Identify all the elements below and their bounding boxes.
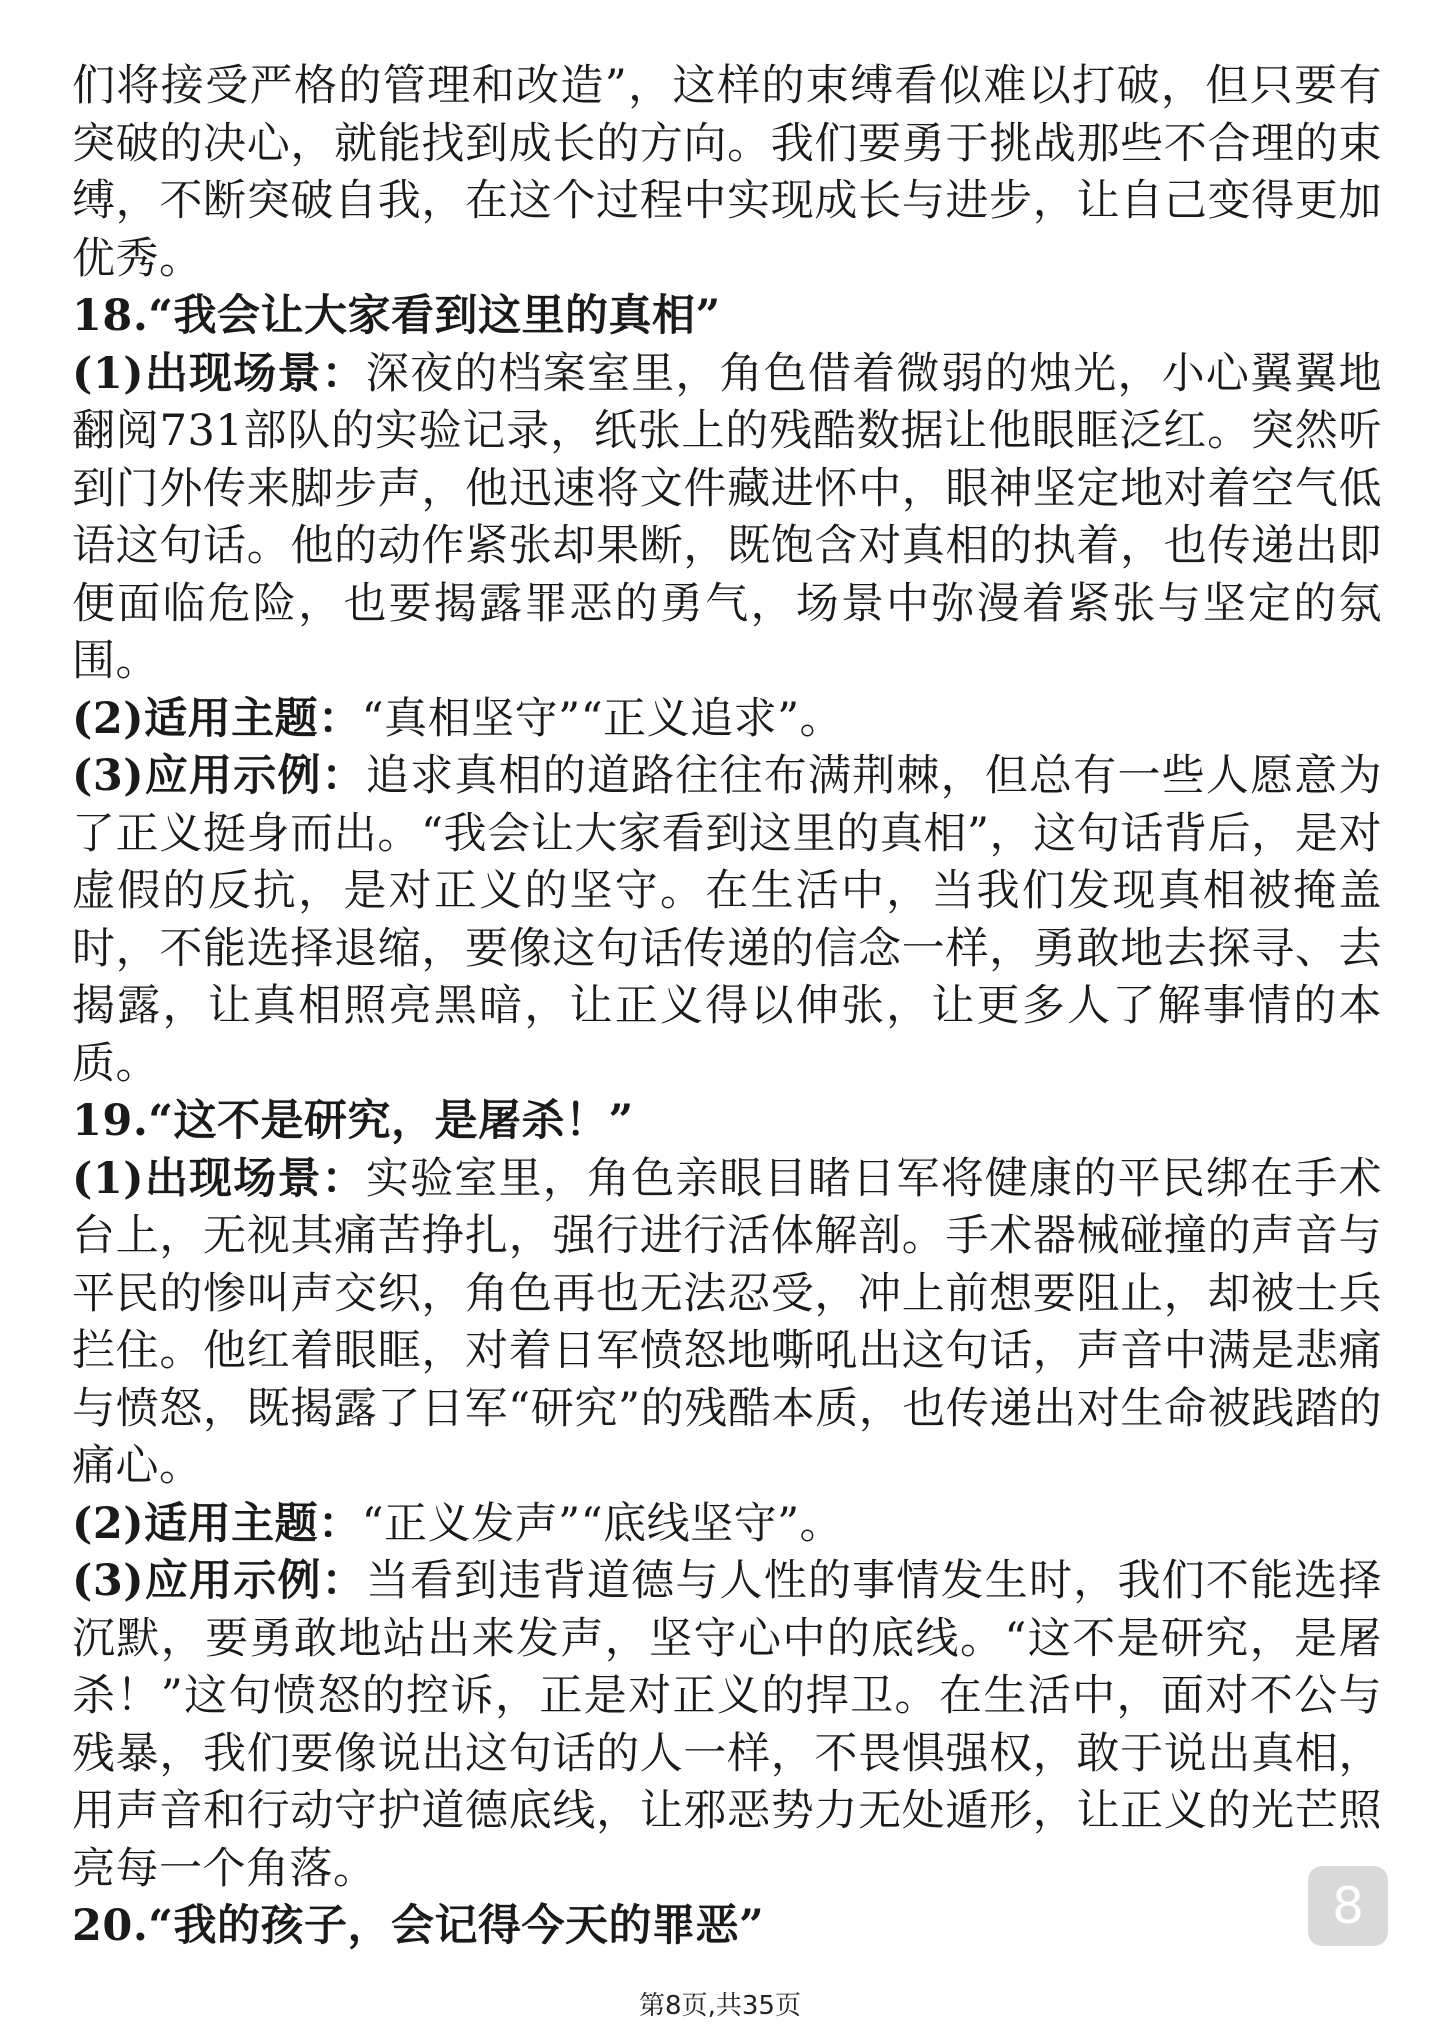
- example-text: 追求真相的道路往往布满荆棘，但总有一些人愿意为了正义挺身而出。“我会让大家看到这里的真相”，这句话背后，是对虚假的反抗，是对正义的坚守。在生活中，当我们发现真相被掩盖时，不能选择退缩，要像这句话传递的信念一样，勇敢地去探寻、去揭露，让真相照亮黑暗，让正义得以伸张，让更多人了解事情的本质。: [72, 751, 1382, 1089]
- scene-text: 实验室里，角色亲眼目睹日军将健康的平民绑在手术台上，无视其痛苦挣扎，强行进行活体解剖。手术器械碰撞的声音与平民的惨叫声交织，角色再也无法忍受，冲上前想要阻止，却被士兵拦住。他红着眼眶，对着日军愤怒地嘶吼出这句话，声音中满是悲痛与愤怒，既揭露了日军“研究”的残酷本质，也传递出对生命被践踏的痛心。: [72, 1153, 1382, 1491]
- example-label: (3)应用示例：: [72, 1556, 366, 1606]
- next-section-heading: 20.“我的孩子，会记得今天的罪恶”: [72, 1901, 765, 1951]
- theme-label: (2)适用主题：: [72, 1498, 362, 1549]
- scene-label: (1)出现场景：: [72, 1153, 366, 1204]
- theme-paragraph: [72, 691, 1382, 749]
- page-footer: 第8页,共35页: [639, 1991, 801, 2021]
- example-paragraph: [72, 748, 1382, 1093]
- example-text: 当看到违背道德与人性的事情发生时，我们不能选择沉默，要勇敢地站出来发声，坚守心中的底线。“这不是研究，是屠杀！”这句愤怒的控诉，正是对正义的捍卫。在生活中，面对不公与残暴，我们要像说出这句话的人一样，不畏惧强权，敢于说出真相，用声音和行动守护道德底线，让邪恶势力无处遁形，让正义的光芒照亮每一个角落。: [72, 1556, 1382, 1894]
- scene-paragraph: [72, 1151, 1382, 1496]
- scene-paragraph: [72, 346, 1382, 691]
- theme-label: (2)适用主题：: [72, 693, 362, 744]
- section-18: [72, 288, 1382, 1093]
- section-19: [72, 1093, 1382, 1898]
- theme-text: “真相坚守”“正义追求”。: [361, 693, 844, 744]
- intro-paragraph: 们将接受严格的管理和改造”，这样的束缚看似难以打破，但只要有突破的决心，就能找到成长的方向。我们要勇于挑战那些不合理的束缚，不断突破自我，在这个过程中实现成长与进步，让自己变得更加优秀。: [72, 61, 1382, 284]
- scene-label: (1)出现场景：: [72, 348, 366, 399]
- example-label: (3)应用示例：: [72, 751, 366, 801]
- page-number-badge: 8: [1308, 1866, 1388, 1946]
- theme-text: “正义发声”“底线坚守”。: [361, 1498, 844, 1549]
- section-heading: 18.“我会让大家看到这里的真相”: [72, 291, 721, 341]
- theme-paragraph: [72, 1496, 1382, 1554]
- document-body: [72, 58, 1382, 1956]
- section-heading: 19.“这不是研究，是屠杀！”: [72, 1096, 634, 1146]
- scene-text: 深夜的档案室里，角色借着微弱的烛光，小心翼翼地翻阅731部队的实验记录，纸张上的残酷数据让他眼眶泛红。突然听到门外传来脚步声，他迅速将文件藏进怀中，眼神坚定地对着空气低语这句话。他的动作紧张却果断，既饱含对真相的执着，也传递出即便面临危险，也要揭露罪恶的勇气，场景中弥漫着紧张与坚定的氛围。: [72, 348, 1382, 686]
- example-paragraph: [72, 1553, 1382, 1898]
